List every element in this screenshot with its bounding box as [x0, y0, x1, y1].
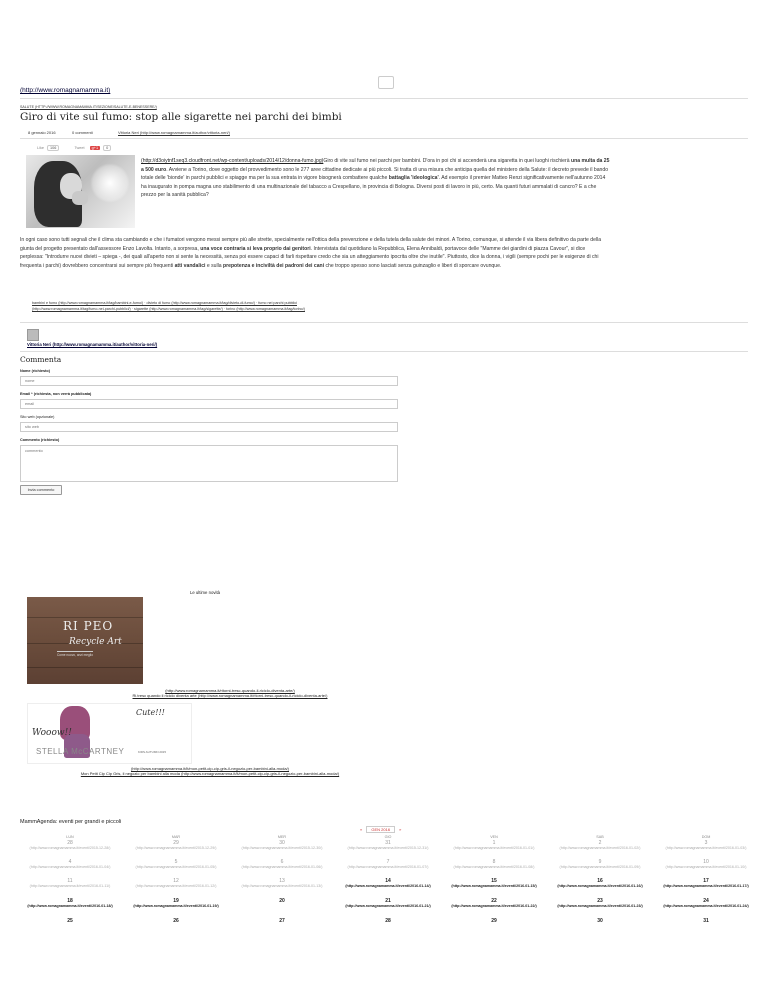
news-wooow: Wooow!!: [32, 728, 72, 738]
calendar-day-link[interactable]: (http://www.romagnamamma.it/eventi/2016-01-01/): [453, 846, 535, 850]
calendar-day[interactable]: [548, 918, 652, 924]
calendar-day[interactable]: [18, 859, 122, 869]
news-logo-sub: Recycle Art: [69, 637, 122, 647]
calendar-day-number: 6: [280, 859, 284, 865]
calendar-day-number: 27: [279, 918, 285, 924]
news-tagline: Come nuovo, anzi meglio: [57, 653, 93, 657]
gplus-count: 0: [103, 145, 111, 151]
calendar-day-link[interactable]: (http://www.romagnamamma.it/eventi/2015-12-28/): [29, 846, 111, 850]
calendar-day[interactable]: [124, 859, 228, 869]
calendar-day-number: 25: [67, 918, 73, 924]
calendar-day-link[interactable]: (http://www.romagnamamma.it/eventi/2016-01-04/): [29, 865, 111, 869]
calendar-day-number: 10: [703, 859, 709, 865]
author-link[interactable]: Vittoria Neri (http://www.romagnamamma.it/author/vittoria-neri/): [118, 130, 230, 135]
divider: [20, 98, 748, 99]
calendar-day[interactable]: [442, 859, 546, 869]
calendar-day-number: 30: [279, 840, 285, 846]
calendar-day-number: 5: [174, 859, 178, 865]
calendar-day-number: 23: [597, 898, 603, 904]
calendar-day-link[interactable]: (http://www.romagnamamma.it/eventi/2016-01-18/): [27, 904, 113, 908]
body-text: che troppo spesso sono lasciati senza guinzaglio e liberi di sporcare ovunque.: [324, 262, 502, 269]
submit-comment-button[interactable]: Invia commento: [20, 485, 62, 495]
like-button[interactable]: 106: [47, 145, 59, 151]
calendar-day-number: 19: [173, 898, 179, 904]
post-image[interactable]: [26, 155, 135, 228]
calendar-day[interactable]: [230, 840, 334, 850]
calendar-day-number: 12: [173, 878, 179, 884]
calendar-day-number: 13: [279, 878, 285, 884]
calendar-day-number: 16: [597, 878, 603, 884]
calendar-day-number: 26: [173, 918, 179, 924]
calendar-day-link[interactable]: (http://www.romagnamamma.it/eventi/2016-01-06/): [241, 865, 323, 869]
calendar-day-number: 24: [703, 898, 709, 904]
calendar-day[interactable]: [654, 898, 758, 908]
news-link-title[interactable]: Mon Petit Cip Cip Gris, il negozio per bambini alla moda (http://www.romagnamamma.it/it/mon-petit-cip-cip-gris-il-negozio-per-bambini-alla-moda/): [80, 771, 340, 776]
calendar-day-number: 31: [703, 918, 709, 924]
news-link-url[interactable]: (http://www.romagnamamma.it/ritorni-tresc-quando-il-riciclo-diventa-arte/): [165, 688, 295, 693]
calendar-day-number: 28: [385, 918, 391, 924]
calendar-day[interactable]: [124, 898, 228, 908]
calendar-day[interactable]: [124, 918, 228, 924]
like-label: Like: [37, 146, 44, 150]
top-right-box[interactable]: [378, 76, 394, 89]
home-link[interactable]: (http://www.romagnamamma.it): [20, 87, 111, 94]
intro-bold: battaglia 'ideologica': [388, 175, 439, 182]
calendar-day-link[interactable]: (http://www.romagnamamma.it/eventi/2016-01-10/): [665, 865, 747, 869]
name-label: Nome (richiesto): [20, 369, 50, 373]
calendar-day-link[interactable]: (http://www.romagnamamma.it/eventi/2015-12-29/): [135, 846, 217, 850]
calendar-day[interactable]: [336, 859, 440, 869]
site-label: Sito web (opzionale): [20, 415, 55, 419]
calendar-day[interactable]: [336, 878, 440, 888]
image-smoke: [90, 163, 130, 203]
news-image-ritresc[interactable]: [27, 597, 143, 684]
body-bold: prepotenza e inciviltà dei padroni dei cani: [223, 262, 325, 269]
calendar-day-link[interactable]: (http://www.romagnamamma.it/eventi/2015-12-31/): [347, 846, 429, 850]
calendar-day[interactable]: [548, 859, 652, 869]
intro-bold: una multa da 25 a 500 euro: [141, 158, 610, 173]
calendar-day[interactable]: [654, 918, 758, 924]
weekday-header: LUN: [66, 835, 74, 839]
calendar-day-number: 17: [703, 878, 709, 884]
calendar-day-link[interactable]: (http://www.romagnamamma.it/eventi/2016-01-02/): [559, 846, 641, 850]
body-bold: atti vandalici: [174, 262, 206, 269]
gplus-button[interactable]: g+1: [91, 146, 99, 150]
image-hand: [72, 191, 88, 205]
news-kids: KIDS AUTUMN 2015: [138, 750, 167, 754]
calendar-day[interactable]: [124, 878, 228, 888]
comment-count: 0 commenti: [72, 130, 93, 135]
calendar-day[interactable]: [442, 878, 546, 888]
calendar-day[interactable]: [548, 840, 652, 850]
calendar-day-link[interactable]: (http://www.romagnamamma.it/eventi/2016-01-17/): [663, 884, 749, 888]
calendar-day[interactable]: [18, 918, 122, 924]
calendar-day-link[interactable]: (http://www.romagnamamma.it/eventi/2016-01-05/): [135, 865, 217, 869]
intro-text: . Avviene a Torino, dove oggetto del provvedimento sono le 277 aree cittadine dedicate ai più piccoli. Si tratta di una misura che anticipa quella del ministero della Salute: il decreto prevede il bando totale delle 'bionde' in parchi pubblici e spiagge ma per la sua entrata in vigore bisognerà combattere qualche: [141, 166, 609, 182]
avatar: [27, 329, 39, 341]
calendar-day-number: 28: [67, 840, 73, 846]
calendar-day-number: 31: [385, 840, 391, 846]
comment-title: Commenta: [20, 355, 62, 364]
news-image-stella[interactable]: [27, 703, 192, 764]
tag-list[interactable]: [32, 300, 592, 312]
calendar-day-link[interactable]: (http://www.romagnamamma.it/eventi/2016-01-14/): [345, 884, 431, 888]
calendar-day-link[interactable]: (http://www.romagnamamma.it/eventi/2015-12-30/): [241, 846, 323, 850]
calendar-day-number: 18: [67, 898, 73, 904]
calendar-day-number: 4: [68, 859, 72, 865]
calendar-day-link[interactable]: (http://www.romagnamamma.it/eventi/2016-01-13/): [241, 884, 323, 888]
calendar-day[interactable]: [654, 840, 758, 850]
calendar-day-number: 2: [598, 840, 602, 846]
weekday-header: MER: [277, 835, 287, 839]
weekday-header: MAR: [171, 835, 181, 839]
calendar-day[interactable]: [336, 840, 440, 850]
news-logo: RI PEO: [63, 619, 114, 633]
calendar-day-link[interactable]: (http://www.romagnamamma.it/eventi/2016-01-03/): [665, 846, 747, 850]
calendar-day-link[interactable]: (http://www.romagnamamma.it/eventi/2016-01-24/): [663, 904, 749, 908]
page-title: Giro di vite sul fumo: stop alle sigarette nei parchi dei bimbi: [20, 111, 342, 123]
tags-line[interactable]: bambini e fumo (http://www.romagnamamma.it/tag/bambini-e-fumo/) · divieto di fumo (http://www.romagnamamma.it/tag/divieto-di-fumo/) · fumo nei parchi pubblici: [32, 301, 297, 305]
post-date: 8 gennaio 2016: [28, 130, 56, 135]
calendar-day[interactable]: [442, 898, 546, 908]
calendar-day[interactable]: [442, 840, 546, 850]
intro-text: Giro di vite sul fumo nei parchi per bambini. D'ora in poi chi si accenderà una sigaretta in quei luoghi rischierà: [323, 158, 571, 164]
news-title: Le ultime novità: [189, 590, 221, 595]
calendar-day-number: 30: [597, 918, 603, 924]
author-box: [20, 322, 748, 352]
share-bar: [37, 145, 111, 151]
comment-field[interactable]: [20, 445, 398, 482]
weekday-header: GIO: [384, 835, 392, 839]
calendar-day-link[interactable]: (http://www.romagnamamma.it/eventi/2016-01-22/): [451, 904, 537, 908]
post-intro: [141, 157, 611, 200]
calendar-day[interactable]: [230, 859, 334, 869]
weekday-header: VEN: [490, 835, 498, 839]
calendar-day[interactable]: [124, 840, 228, 850]
weekday-header: DOM: [701, 835, 711, 839]
calendar-day[interactable]: [18, 878, 122, 888]
email-label: Email * (richiesta, non verrà pubblicata): [20, 392, 92, 396]
divider: [20, 138, 748, 139]
comment-label: Commento (richiesto): [20, 438, 60, 442]
calendar-day-number: 3: [704, 840, 708, 846]
calendar-day-number: 14: [385, 878, 391, 884]
post-body: [20, 236, 610, 270]
calendar-day-number: 20: [279, 898, 285, 904]
news-brand: STELLA McCARTNEY: [36, 747, 125, 756]
calendar-day[interactable]: [654, 859, 758, 869]
prev-month-button[interactable]: «: [360, 827, 363, 832]
name-field[interactable]: [20, 376, 398, 386]
calendar-day[interactable]: [230, 918, 334, 924]
site-field[interactable]: [20, 422, 398, 432]
calendar-day[interactable]: [336, 918, 440, 924]
calendar-day-link[interactable]: (http://www.romagnamamma.it/eventi/2016-01-09/): [559, 865, 641, 869]
breadcrumb[interactable]: SALUTE (HTTP://WWW.ROMAGNAMAMMA.IT/SEZIONE/SALUTE-E-BENESSERE/): [20, 105, 157, 109]
calendar-day-number: 15: [491, 878, 497, 884]
calendar-day-number: 11: [67, 878, 73, 884]
calendar-day-link[interactable]: (http://www.romagnamamma.it/eventi/2016-01-21/): [345, 904, 431, 908]
calendar-day-link[interactable]: (http://www.romagnamamma.it/eventi/2016-01-12/): [135, 884, 217, 888]
calendar-day[interactable]: [230, 898, 334, 904]
author-name-link[interactable]: Vittoria Neri (http://www.romagnamamma.it/author/vittoria-neri/): [27, 342, 158, 347]
email-field[interactable]: [20, 399, 398, 409]
image-link[interactable]: (http://d3oiytnf1seq3.cloudfront.net/wp-content/uploads/2014/12/donna-fumo.jpg): [141, 158, 324, 164]
current-month: GEN 2016: [366, 826, 395, 833]
calendar-day[interactable]: [442, 918, 546, 924]
news-cute: Cute!!!: [136, 708, 165, 717]
body-text: e sulla: [205, 262, 224, 269]
tweet-button[interactable]: Tweet: [74, 146, 85, 150]
calendar-day-link[interactable]: (http://www.romagnamamma.it/eventi/2016-01-15/): [451, 884, 537, 888]
calendar-day-number: 9: [598, 859, 602, 865]
calendar-day-link[interactable]: (http://www.romagnamamma.it/eventi/2016-01-11/): [29, 884, 111, 888]
news-link-title[interactable]: Ri.tresc quando il riciclo diventa arte (http://www.romagnamamma.it/ritorni-tresc-quando-il-riciclo-diventa-arte/): [132, 693, 328, 698]
calendar-day-number: 21: [385, 898, 391, 904]
calendar-nav: [360, 827, 401, 832]
calendar-day-link[interactable]: (http://www.romagnamamma.it/eventi/2016-01-08/): [453, 865, 535, 869]
news-link[interactable]: [30, 688, 430, 698]
calendar-day[interactable]: [230, 878, 334, 888]
calendar-day-number: 8: [492, 859, 496, 865]
tags-line[interactable]: (http://www.romagnamamma.it/tag/fumo-nei-parchi-pubblici/) · sigarette (http://www.romagnamamma.it/tag/sigarette/) · torino (http://www.romagnamamma.it/tag/torino/): [32, 307, 305, 311]
calendar-day-number: 7: [386, 859, 390, 865]
body-text: . Intervistata dal quotidiano la Repubblica, Elena Annibaldi, portavoce delle "Mamme dei giardini di piazza Cavour", si dice perplessa: "Introdurre nuovi divieti – spiega -, dei quali all'aperto non si sente la necessità, senza poi essere capaci di farli rispettare credo che sia un atteggiamento ipocrita oltre che inutile". Piuttosto, dice la donna, i vigili (sempre pochi per le esigenze di chi frequenta i parchi) dovrebbero concentrarsi sui sempre più frequenti: [20, 245, 599, 269]
calendar-day-number: 22: [491, 898, 497, 904]
calendar-day[interactable]: [18, 840, 122, 850]
calendar-day[interactable]: [548, 898, 652, 908]
agenda-title: MammAgenda: eventi per grandi e piccoli: [20, 819, 122, 825]
news-link[interactable]: [20, 766, 400, 776]
weekday-header: SAB: [596, 835, 604, 839]
calendar-day-link[interactable]: (http://www.romagnamamma.it/eventi/2016-01-19/): [133, 904, 219, 908]
news-link-url[interactable]: (http://www.romagnamamma.it/it/mon-petit-cip-cip-gris-il-negozio-per-bambini-alla-moda/): [130, 766, 290, 771]
calendar-day[interactable]: [336, 898, 440, 908]
calendar-day[interactable]: [18, 898, 122, 908]
next-month-button[interactable]: »: [399, 827, 402, 832]
calendar-day-number: 29: [173, 840, 179, 846]
calendar-day-number: 1: [492, 840, 496, 846]
calendar-day-link[interactable]: (http://www.romagnamamma.it/eventi/2016-01-23/): [557, 904, 643, 908]
calendar-day-link[interactable]: (http://www.romagnamamma.it/eventi/2016-01-16/): [557, 884, 643, 888]
calendar-day-number: 29: [491, 918, 497, 924]
calendar-day[interactable]: [548, 878, 652, 888]
body-bold: una voce contraria si leva proprio dai genitori: [200, 245, 311, 252]
calendar-day-link[interactable]: (http://www.romagnamamma.it/eventi/2016-01-07/): [347, 865, 429, 869]
intro-text: . Ad esempio il premier Matteo Renzi significativamente nell'autunno 2014 ha inaugurato in pompa magna uno stabilimento di una multinazionale del tabacco a Crespellano, in provincia di Bologna. Diversi posti di lavoro in più, certo. Ma quanti futuri ammalati di cancro? E a che prezzo per la sanità pubblica?: [141, 175, 606, 199]
calendar-day[interactable]: [654, 878, 758, 888]
body-text: In ogni caso sono tutti segnali che il clima sta cambiando e che i fumatori vengono messi sempre più alle strette, specialmente nell'ottica della prevenzione e della tutela della salute dei minori. A Torino, comunque, si attende il via libera definitivo da parte della giunta del progetto presentato dall'assessore Enzo Lavolta. Intanto, a sorpresa,: [20, 237, 602, 252]
